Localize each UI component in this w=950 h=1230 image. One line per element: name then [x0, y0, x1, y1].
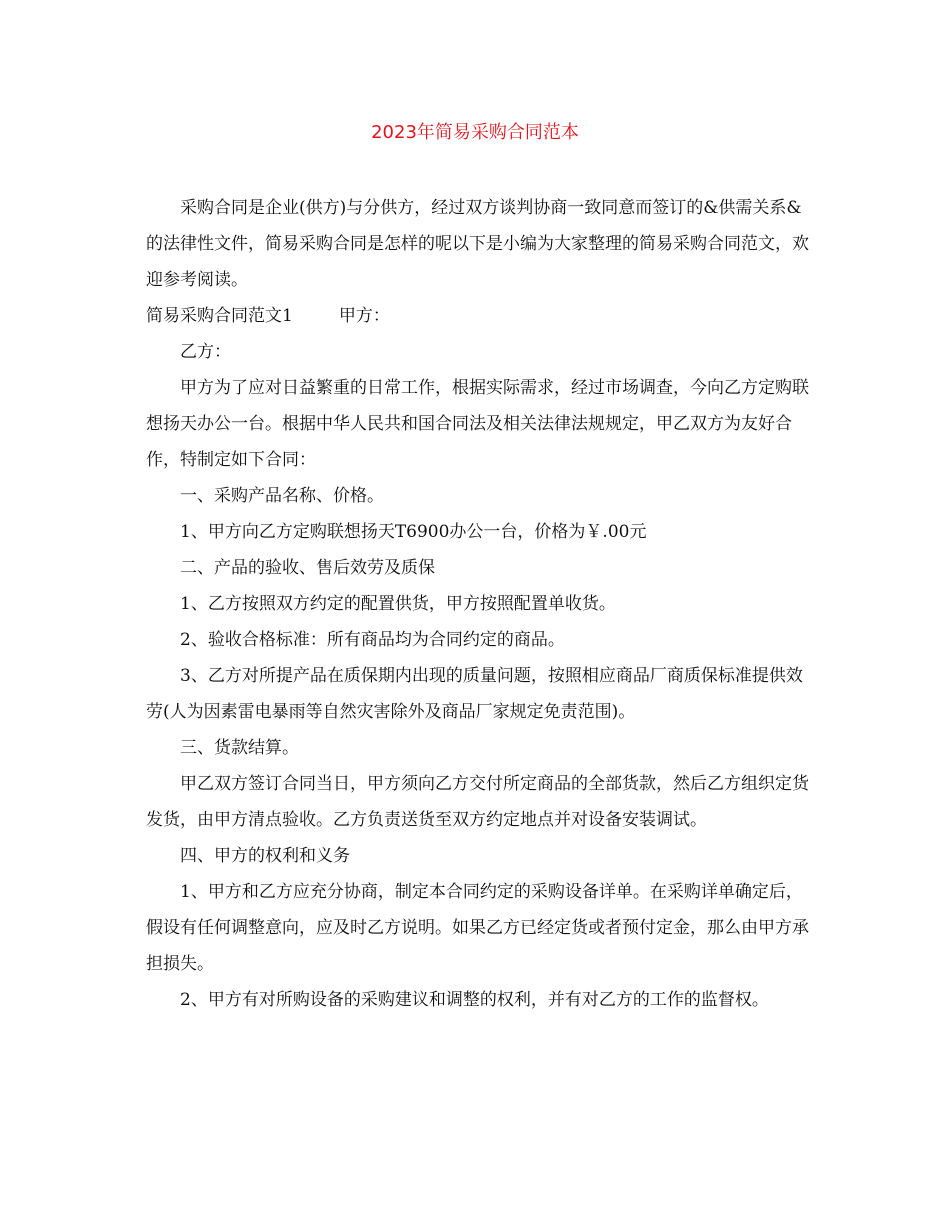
sample-heading-line: [146, 298, 810, 334]
party-a-label: 甲方：: [338, 306, 390, 326]
party-b-label: 乙方：: [180, 342, 231, 362]
section-heading: 二、产品的验收、售后效劳及质保: [180, 558, 435, 578]
section-heading: 四、甲方的权利和义务: [180, 846, 350, 866]
contract-preamble: 甲方为了应对日益繁重的日常工作，根据实际需求，经过市场调查，今向乙方定购联想扬天办公一台。根据中华人民共和国合同法及相关法律法规规定，甲乙双方为友好合作，特制定如下合同：: [146, 378, 809, 470]
clause-item: 2、验收合格标准：所有商品均为合同约定的商品。: [180, 630, 565, 650]
clause-item: 1、甲方和乙方应充分协商，制定本合同约定的采购设备详单。在采购详单确定后，假设有任何调整意向，应及时乙方说明。如果乙方已经定货或者预付定金，那么由甲方承担损失。: [146, 882, 809, 974]
intro-paragraph: 采购合同是企业(供方)与分供方，经过双方谈判协商一致同意而签订的&供需关系&的法律性文件，简易采购合同是怎样的呢以下是小编为大家整理的简易采购合同范文，欢迎参考阅读。: [146, 198, 809, 290]
clause-paragraph: 甲乙双方签订合同当日，甲方须向乙方交付所定商品的全部货款，然后乙方组织定货发货，由甲方清点验收。乙方负责送货至双方约定地点并对设备安装调试。: [146, 774, 809, 830]
sample-heading: 简易采购合同范文1: [146, 306, 293, 326]
clause-item: 2、甲方有对所购设备的采购建议和调整的权利，并有对乙方的工作的监督权。: [180, 990, 769, 1010]
document-body: [146, 190, 810, 1018]
document-title: 2023年简易采购合同范本: [371, 122, 579, 143]
clause-item: 1、乙方按照双方约定的配置供货，甲方按照配置单收货。: [180, 594, 616, 614]
section-heading: 一、采购产品名称、价格。: [180, 486, 384, 506]
clause-item: 3、乙方对所提产品在质保期内出现的质量问题，按照相应商品厂商质保标准提供效劳(人为因素雷电暴雨等自然灾害除外及商品厂家规定免责范围)。: [146, 666, 803, 722]
clause-item: 1、甲方向乙方定购联想扬天T6900办公一台，价格为￥.00元: [180, 522, 647, 542]
section-heading: 三、货款结算。: [180, 738, 299, 758]
